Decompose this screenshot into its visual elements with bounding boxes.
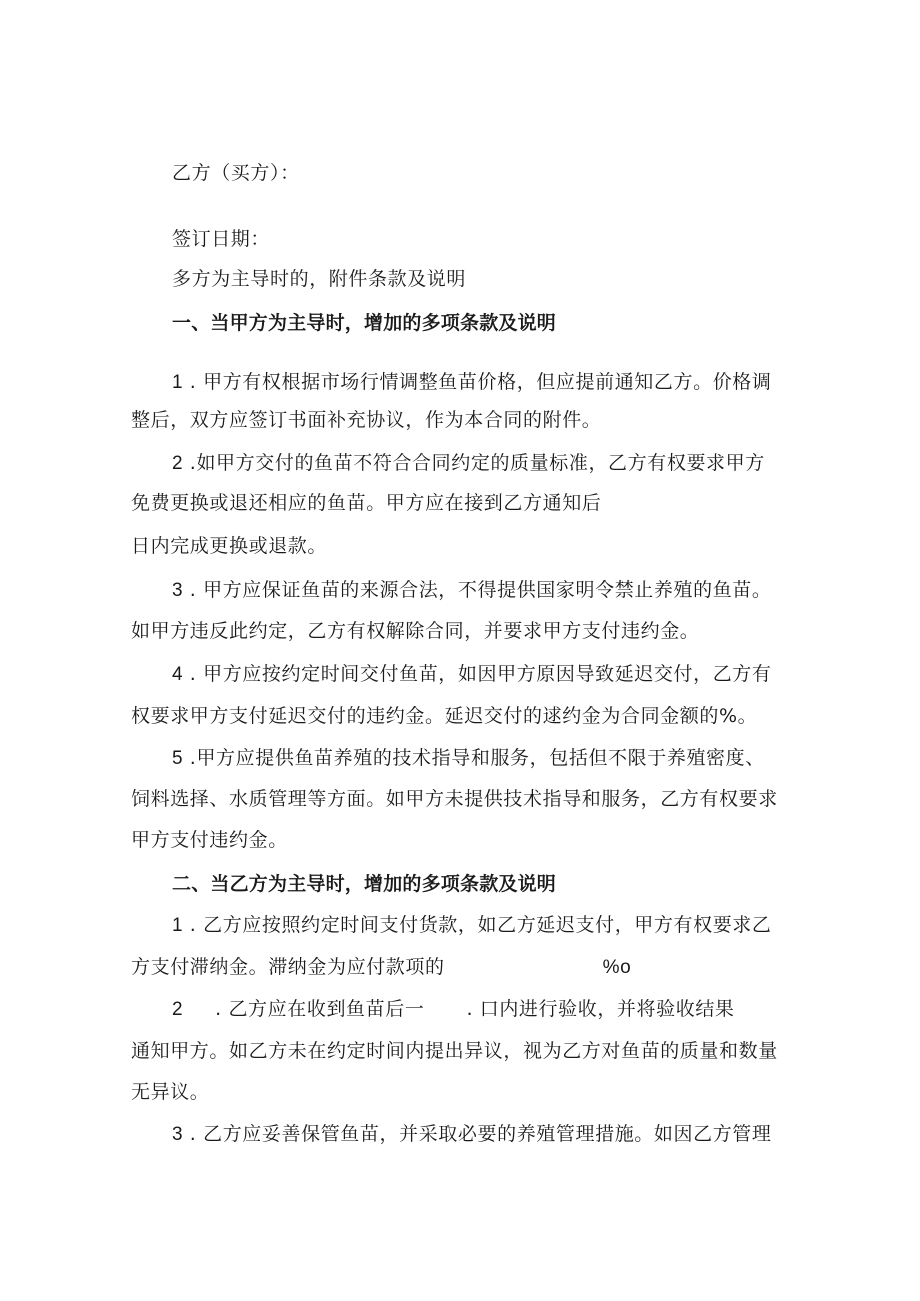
clause-text: . 甲方有权根据市场行情调整鱼苗价格，但应提前通知乙方。价格调 — [183, 371, 772, 393]
clause-text: 方支付滞纳金。滞纳金为应付款项的 — [131, 956, 445, 978]
s1-clause-3-line-2: 如甲方违反此约定，乙方有权解除合同，并要求甲方支付违约金。 — [131, 620, 700, 642]
section-2-title: 二、当乙方为主导时，增加的多项条款及说明 — [172, 873, 557, 895]
s1-clause-1-line-2: 整后，双方应签订书面补充协议，作为本合同的附件。 — [131, 409, 602, 431]
clause-number: 3 — [172, 1124, 184, 1145]
clause-text: .如甲方交付的鱼苗不符合合同约定的质量标准，乙方有权要求甲方 — [183, 452, 765, 474]
s1-clause-4-line-1 — [172, 662, 772, 687]
clause-text: .甲方应提供鱼苗养殖的技术指导和服务，包括但不限于养殖密度、 — [183, 747, 765, 769]
clause-text: . 甲方应保证鱼苗的来源合法，不得提供国家明令禁止养殖的鱼苗。 — [183, 579, 772, 601]
sign-date-label: 签订日期： — [172, 228, 271, 250]
s2-clause-2-line-2: 通知甲方。如乙方未在约定时间内提出异议，视为乙方对鱼苗的质量和数量 — [131, 1040, 778, 1062]
s1-clause-2-line-1 — [172, 451, 765, 476]
s1-clause-1-line-1 — [172, 370, 772, 395]
s2-clause-1-line-1 — [172, 913, 772, 938]
clause-number: 2 — [172, 999, 184, 1020]
s1-clause-2-line-2: 免费更换或退还相应的鱼苗。甲方应在接到乙方通知后 — [131, 492, 602, 514]
appendix-intro: 多方为主导时的，附件条款及说明 — [172, 268, 467, 290]
s2-clause-2-line-1 — [172, 997, 735, 1022]
s2-clause-2-line-3: 无异议。 — [131, 1081, 210, 1103]
clause-number: 2 — [172, 453, 184, 474]
clause-number: 4 — [172, 664, 184, 685]
permille-mark: %o — [602, 957, 632, 978]
s1-clause-5-line-3: 甲方支付违约金。 — [131, 829, 288, 851]
clause-number: 1 — [172, 372, 184, 393]
s1-clause-2-line-3: 日内完成更换或退款。 — [131, 535, 328, 557]
s1-clause-5-line-1 — [172, 746, 765, 771]
s2-clause-3-line-1 — [172, 1122, 772, 1147]
section-1-title: 一、当甲方为主导时，增加的多项条款及说明 — [172, 312, 557, 334]
s1-clause-5-line-2: 饲料选择、水质管理等方面。如甲方未提供技术指导和服务，乙方有权要求 — [131, 788, 778, 810]
clause-number: 5 — [172, 748, 184, 769]
party-b-label: 乙方（买方）： — [172, 162, 300, 184]
clause-text: . 甲方应按约定时间交付鱼苗，如因甲方原因导致延迟交付，乙方有 — [183, 663, 772, 685]
clause-number: 1 — [172, 915, 184, 936]
clause-text: . 乙方应按照约定时间支付货款，如乙方延迟支付，甲方有权要求乙 — [183, 914, 772, 936]
s2-clause-1-line-2 — [131, 955, 631, 980]
clause-text: . 乙方应在收到鱼苗后一 — [215, 998, 425, 1020]
clause-number: 3 — [172, 580, 184, 601]
clause-text: . 乙方应妥善保管鱼苗，并采取必要的养殖管理措施。如因乙方管理 — [183, 1123, 772, 1145]
clause-text: . 口内进行验收，并将验收结果 — [466, 998, 735, 1020]
s1-clause-4-line-2: 权要求甲方支付延迟交付的违约金。延迟交付的逑约金为合同金额的%。 — [131, 705, 758, 727]
s1-clause-3-line-1 — [172, 578, 772, 603]
